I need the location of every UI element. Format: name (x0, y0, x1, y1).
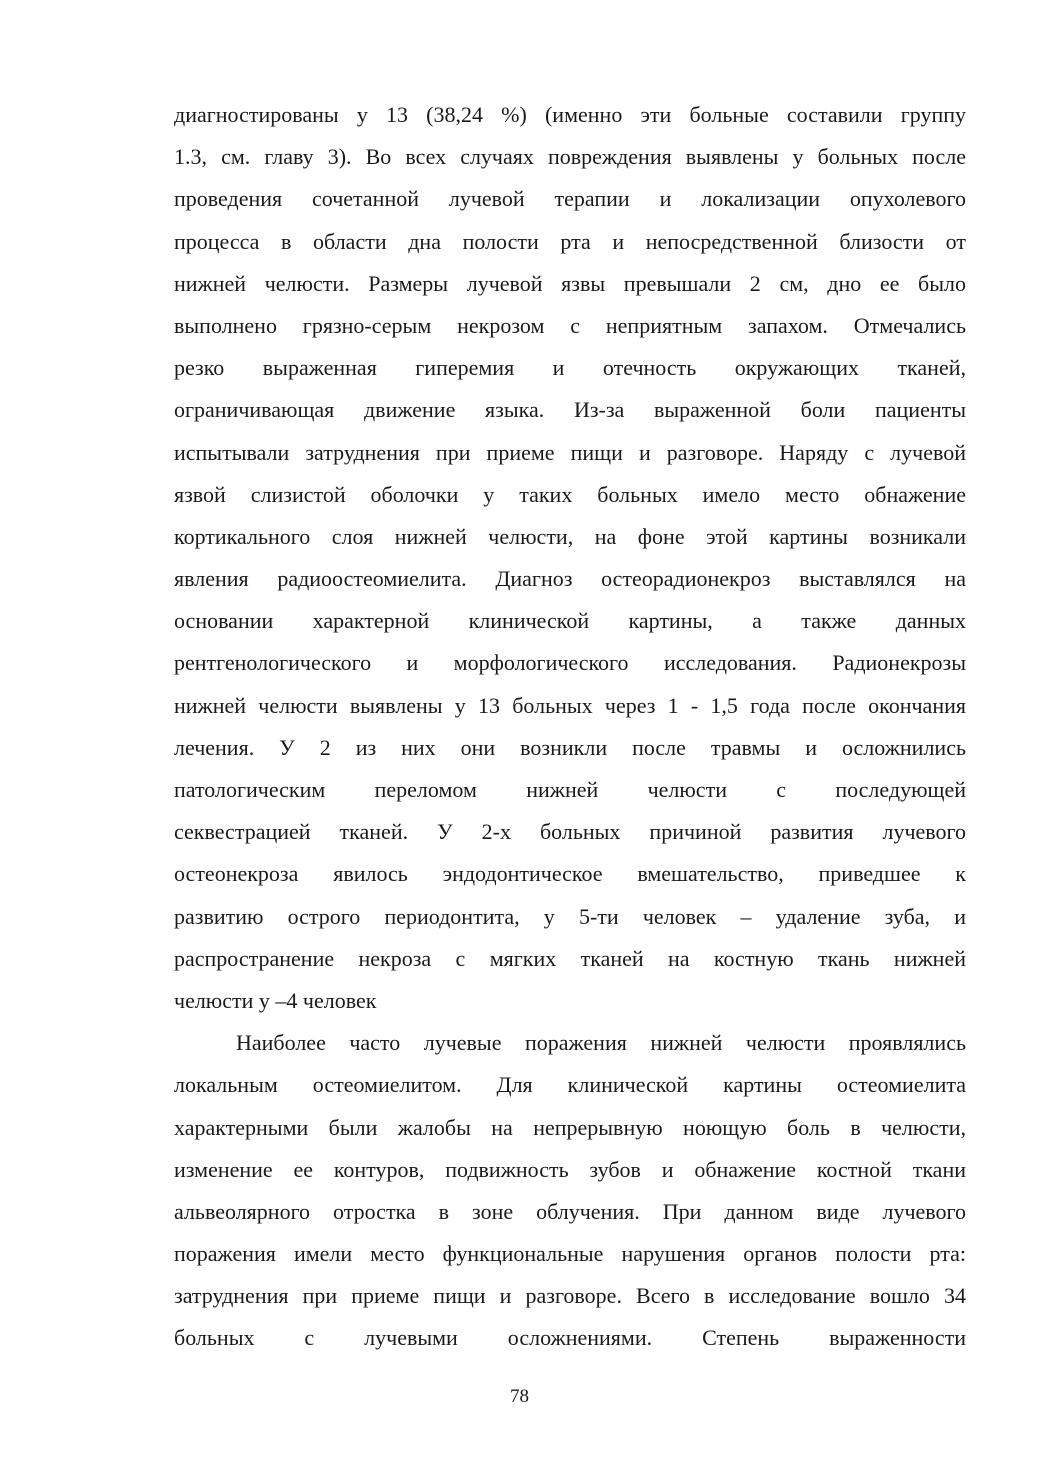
text-line: больных с лучевыми осложнениями. Степень выраженности (174, 1325, 966, 1351)
text-line: испытывали затруднения при приеме пищи и разговоре. Наряду с лучевой (174, 439, 966, 465)
text-line: характерными были жалобы на непрерывную ноющую боль в челюсти, (174, 1114, 966, 1140)
page-number: 78 (510, 1386, 529, 1407)
text-line: кортикального слоя нижней челюсти, на фоне этой картины возникали (174, 523, 966, 549)
text-line: затруднения при приеме пищи и разговоре. Всего в исследование вошло 34 (174, 1283, 966, 1309)
text-line: Наиболее часто лучевые поражения нижней челюсти проявлялись (236, 1030, 966, 1056)
text-line: выполнено грязно-серым некрозом с неприятным запахом. Отмечались (174, 312, 966, 338)
text-line: распространение некроза с мягких тканей на костную ткань нижней (174, 945, 966, 971)
text-line: проведения сочетанной лучевой терапии и локализации опухолевого (174, 186, 966, 212)
text-line: альвеолярного отростка в зоне облучения. При данном виде лучевого (174, 1198, 966, 1224)
text-line: ограничивающая движение языка. Из-за выраженной боли пациенты (174, 397, 966, 423)
text-line: 1.3, см. главу 3). Во всех случаях повреждения выявлены у больных после (174, 144, 966, 170)
text-line: поражения имели место функциональные нарушения органов полости рта: (174, 1241, 966, 1267)
body-text (174, 94, 966, 1360)
text-line: явления радиоостеомиелита. Диагноз остеорадионекроз выставлялся на (174, 566, 966, 592)
text-line: челюсти у –4 человек (174, 987, 377, 1013)
text-line: нижней челюсти. Размеры лучевой язвы превышали 2 см, дно ее было (174, 270, 966, 296)
text-line: развитию острого периодонтита, у 5-ти человек – удаление зуба, и (174, 903, 966, 929)
text-line: лечения. У 2 из них они возникли после травмы и осложнились (174, 734, 966, 760)
text-line: процесса в области дна полости рта и непосредственной близости от (174, 228, 966, 254)
text-line: изменение ее контуров, подвижность зубов и обнажение костной ткани (174, 1156, 966, 1182)
text-line: локальным остеомиелитом. Для клинической картины остеомиелита (174, 1072, 966, 1098)
text-line: резко выраженная гиперемия и отечность окружающих тканей, (174, 355, 966, 381)
text-line: остеонекроза явилось эндодонтическое вмешательство, приведшее к (174, 861, 966, 887)
text-line: рентгенологического и морфологического исследования. Радионекрозы (174, 650, 966, 676)
text-line: диагностированы у 13 (38,24 %) (именно эти больные составили группу (174, 102, 966, 127)
text-line: нижней челюсти выявлены у 13 больных через 1 - 1,5 года после окончания (174, 692, 966, 718)
text-line: язвой слизистой оболочки у таких больных имело место обнажение (174, 481, 966, 507)
text-line: основании характерной клинической картины, а также данных (174, 608, 966, 634)
text-line: патологическим переломом нижней челюсти с последующей (174, 777, 966, 802)
text-line: секвестрацией тканей. У 2-х больных причиной развития лучевого (174, 819, 966, 845)
